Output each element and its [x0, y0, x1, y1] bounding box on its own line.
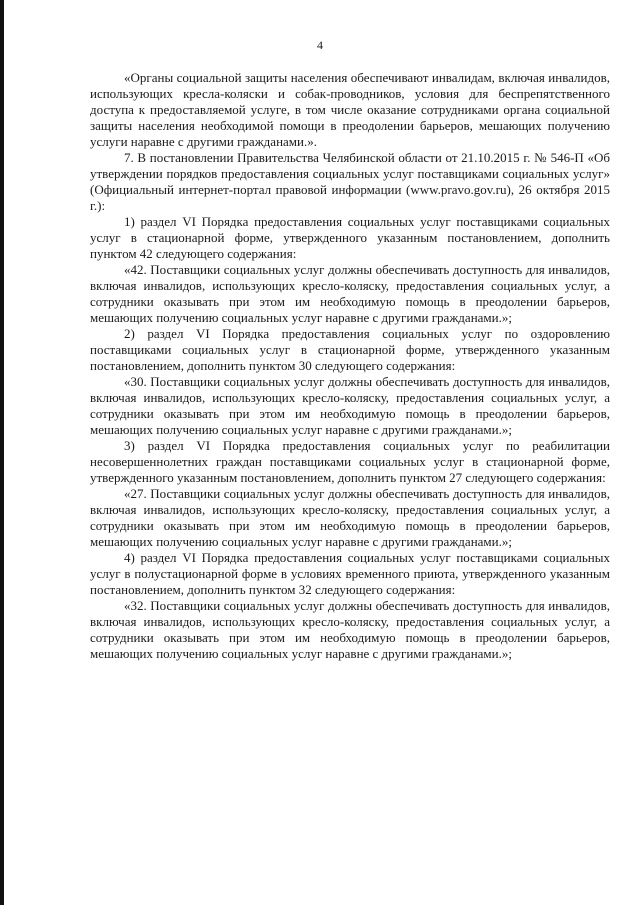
paragraph-point-32: «32. Поставщики социальных услуг должны обеспечивать доступность для инвалидов, включая инвалидов, использующих кресло-коляску, предоставления социальных услуг, а сотрудники оказывать при этом им необходимую помощь в преодолении барьеров, мешающих получению социальных услуг наравне с другими гражданами.»;	[90, 598, 610, 661]
page-number: 4	[317, 38, 323, 52]
scan-edge-shadow	[0, 0, 4, 905]
paragraph-subitem-1: 1) раздел VI Порядка предоставления социальных услуг поставщиками социальных услуг в стационарной форме, утвержденного указанным постановлением, дополнить пунктом 42 следующего содержания:	[90, 214, 610, 261]
document-body	[90, 70, 610, 662]
paragraph-subitem-4: 4) раздел VI Порядка предоставления социальных услуг поставщиками социальных услуг в полустационарной форме в условиях временного приюта, утвержденного указанным постановлением, дополнить пунктом 32 следующего содержания:	[90, 550, 610, 597]
paragraph-quote-social-protection: «Органы социальной защиты населения обеспечивают инвалидам, включая инвалидов, использующих кресла-коляски и собак-проводников, условия для беспрепятственного доступа к предоставляемой услуге, в том числе оказание сотрудниками органа социальной защиты населения необходимой помощи в преодолении барьеров, мешающих получению услуги наравне с другими гражданами.».	[90, 70, 610, 149]
paragraph-item-7: 7. В постановлении Правительства Челябинской области от 21.10.2015 г. № 546-П «Об утверждении порядков предоставления социальных услуг поставщиками социальных услуг» (Официальный интернет-портал правовой информации (www.pravo.gov.ru), 26 октября 2015 г.):	[90, 150, 610, 213]
paragraph-subitem-3: 3) раздел VI Порядка предоставления социальных услуг по реабилитации несовершеннолетних граждан поставщиками социальных услуг в стационарной форме, утвержденного указанным постановлением, дополнить пунктом 27 следующего содержания:	[90, 438, 610, 485]
paragraph-point-42: «42. Поставщики социальных услуг должны обеспечивать доступность для инвалидов, включая инвалидов, использующих кресло-коляску, предоставления социальных услуг, а сотрудники оказывать при этом им необходимую помощь в преодолении барьеров, мешающих получению социальных услуг наравне с другими гражданами.»;	[90, 262, 610, 325]
paragraph-point-27: «27. Поставщики социальных услуг должны обеспечивать доступность для инвалидов, включая инвалидов, использующих кресло-коляску, предоставления социальных услуг, а сотрудники оказывать при этом им необходимую помощь в преодолении барьеров, мешающих получению социальных услуг наравне с другими гражданами.»;	[90, 486, 610, 549]
paragraph-point-30: «30. Поставщики социальных услуг должны обеспечивать доступность для инвалидов, включая инвалидов, использующих кресло-коляску, предоставления социальных услуг, а сотрудники оказывать при этом им необходимую помощь в преодолении барьеров, мешающих получению социальных услуг наравне с другими гражданами.»;	[90, 374, 610, 437]
paragraph-subitem-2: 2) раздел VI Порядка предоставления социальных услуг по оздоровлению поставщиками социальных услуг в стационарной форме, утвержденного указанным постановлением, дополнить пунктом 30 следующего содержания:	[90, 326, 610, 373]
